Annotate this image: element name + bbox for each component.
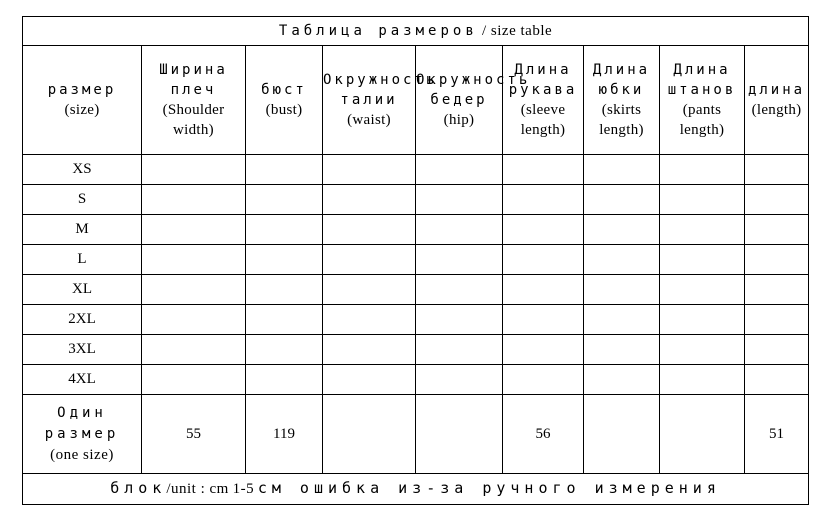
table-cell (246, 245, 323, 275)
header-label-en: (Shoulder width) (162, 102, 225, 138)
header-label-ru: длина (747, 82, 806, 98)
table-cell (660, 365, 745, 395)
table-cell (660, 305, 745, 335)
header-waist (323, 46, 438, 155)
table-footer (23, 474, 809, 505)
header-label-en: (hip) (443, 112, 475, 128)
table-cell (246, 365, 323, 395)
table-cell (503, 245, 584, 275)
size-label: 4XL (23, 365, 142, 395)
table-cell (142, 215, 246, 245)
table-row (23, 275, 809, 305)
table-cell (246, 305, 323, 335)
table-title-ru: Таблица размеров (278, 22, 478, 39)
table-cell (503, 305, 584, 335)
table-cell (142, 275, 246, 305)
table-cell (142, 155, 246, 185)
table-cell (745, 275, 809, 305)
table-cell (323, 335, 416, 365)
header-bust (246, 46, 323, 155)
table-cell (142, 305, 246, 335)
size-label: 3XL (23, 335, 142, 365)
header-label-ru: Длина юбки (592, 62, 651, 98)
table-cell (745, 155, 809, 185)
table-row (23, 185, 809, 215)
table-cell (745, 335, 809, 365)
header-label-en: (sleeve length) (520, 102, 566, 138)
header-hip (416, 46, 531, 155)
table-cell (745, 245, 809, 275)
table-cell (246, 155, 323, 185)
one-size-hip (416, 395, 503, 474)
header-label-en: (length) (751, 102, 802, 118)
table-cell (323, 275, 416, 305)
one-size-sleeve-length: 56 (503, 395, 584, 474)
table-cell (503, 185, 584, 215)
size-label: M (23, 215, 142, 245)
table-cell (246, 275, 323, 305)
table-cell (323, 305, 416, 335)
one-size-shoulder-width: 55 (142, 395, 246, 474)
table-cell (503, 335, 584, 365)
table-cell (323, 155, 416, 185)
one-size-bust: 119 (246, 395, 323, 474)
header-skirts-length (584, 46, 660, 155)
header-label-ru: бюст (261, 82, 307, 98)
table-cell (246, 335, 323, 365)
table-cell (416, 365, 503, 395)
table-cell (323, 185, 416, 215)
table-cell (660, 335, 745, 365)
header-label-ru: размер (47, 82, 117, 98)
table-cell (584, 275, 660, 305)
table-cell (503, 365, 584, 395)
header-shoulder-width (142, 46, 246, 155)
table-cell (246, 185, 323, 215)
footer-range: 1-5 (232, 481, 255, 498)
one-size-label-en: (one size) (50, 446, 114, 463)
table-row (23, 155, 809, 185)
size-label: XL (23, 275, 142, 305)
one-size-waist (323, 395, 416, 474)
table-cell (584, 305, 660, 335)
table-cell (660, 185, 745, 215)
table-cell (416, 245, 503, 275)
table-cell (745, 185, 809, 215)
header-label-ru: Окружность бедер (416, 72, 531, 108)
table-title-separator: / (477, 22, 491, 39)
table-cell (584, 215, 660, 245)
header-label-ru: Длина рукава (508, 62, 578, 98)
table-cell (323, 245, 416, 275)
table-cell (416, 335, 503, 365)
header-label-en: (pants length) (679, 102, 725, 138)
one-size-pants-length (660, 395, 745, 474)
table-cell (660, 155, 745, 185)
table-cell (584, 155, 660, 185)
table-cell (745, 215, 809, 245)
table-cell (142, 365, 246, 395)
table-row (23, 365, 809, 395)
header-size (23, 46, 142, 155)
one-size-row (23, 395, 809, 474)
footer-note: см ошибка из-за ручного измерения (257, 479, 721, 498)
table-title-en: size table (490, 22, 553, 39)
table-row (23, 245, 809, 275)
header-label-en: (size) (64, 102, 100, 118)
footer-unit: /unit : cm (166, 481, 229, 498)
table-cell (416, 305, 503, 335)
header-length (745, 46, 809, 155)
table-cell (584, 185, 660, 215)
table-cell (745, 365, 809, 395)
header-pants-length (660, 46, 745, 155)
table-row (23, 305, 809, 335)
table-cell (323, 215, 416, 245)
table-cell (142, 185, 246, 215)
table-cell (416, 275, 503, 305)
one-size-label (23, 395, 142, 474)
table-cell (660, 245, 745, 275)
footer-prefix: блок (110, 479, 167, 498)
table-row (23, 335, 809, 365)
table-title (23, 17, 809, 46)
size-table (22, 16, 809, 505)
table-cell (246, 215, 323, 245)
one-size-length: 51 (745, 395, 809, 474)
table-cell (660, 275, 745, 305)
table-cell (142, 335, 246, 365)
table-cell (503, 215, 584, 245)
table-cell (503, 155, 584, 185)
header-row (23, 46, 809, 155)
table-cell (503, 275, 584, 305)
size-label: L (23, 245, 142, 275)
header-label-ru: Длина штанов (667, 62, 737, 98)
table-cell (584, 365, 660, 395)
one-size-label-ru: Один размер (44, 404, 120, 442)
header-label-en: (skirts length) (599, 102, 644, 138)
table-row (23, 215, 809, 245)
size-chart (22, 16, 809, 505)
size-label: 2XL (23, 305, 142, 335)
table-cell (745, 305, 809, 335)
one-size-skirts-length (584, 395, 660, 474)
header-label-en: (bust) (265, 102, 303, 118)
table-cell (584, 245, 660, 275)
header-sleeve-length (503, 46, 584, 155)
table-cell (416, 215, 503, 245)
header-label-ru: Окружность талии (323, 72, 438, 108)
header-label-en: (waist) (347, 112, 391, 128)
table-cell (416, 155, 503, 185)
table-cell (142, 245, 246, 275)
table-cell (660, 215, 745, 245)
size-label: S (23, 185, 142, 215)
header-label-ru: Ширина плеч (159, 62, 228, 98)
table-cell (416, 185, 503, 215)
table-cell (323, 365, 416, 395)
size-label: XS (23, 155, 142, 185)
table-cell (584, 335, 660, 365)
